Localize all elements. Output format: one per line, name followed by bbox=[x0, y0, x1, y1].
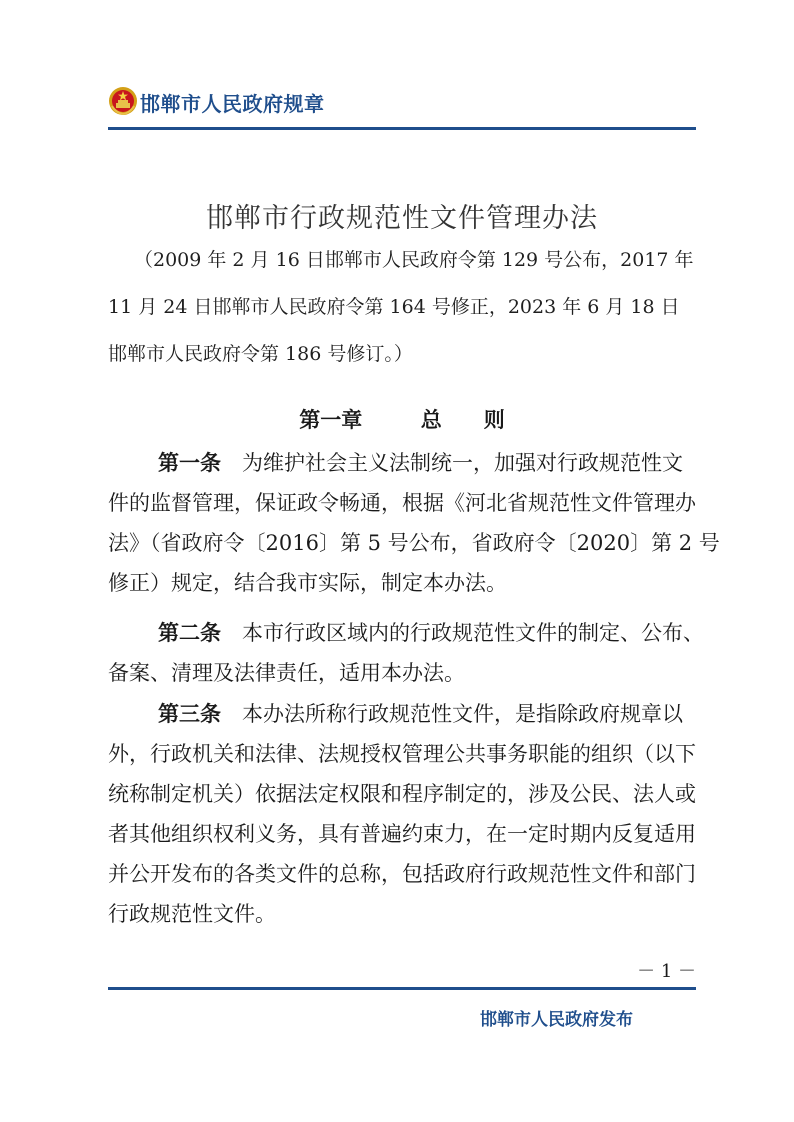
article-text: 备案、清理及法律责任，适用本办法。 bbox=[108, 661, 465, 685]
article-text: 统称制定机关）依据法定权限和程序制定的，涉及公民、法人或 bbox=[108, 782, 696, 806]
document-title: 邯郸市行政规范性文件管理办法 bbox=[206, 203, 598, 234]
revision-note-line: 11 月 24 日邯郸市人民政府令第 164 号修正，2023 年 6 月 18 日 bbox=[108, 296, 680, 318]
article-text: 者其他组织权利义务，具有普遍约束力，在一定时期内反复适用 bbox=[108, 822, 696, 846]
article-text: 修正）规定，结合我市实际，制定本办法。 bbox=[108, 571, 507, 595]
revision-note-line: 邯郸市人民政府令第 186 号修订。） bbox=[108, 343, 413, 365]
article-text: 本办法所称行政规范性文件，是指除政府规章以 bbox=[242, 702, 683, 726]
header-divider bbox=[108, 127, 696, 130]
article-text: 外，行政机关和法律、法规授权管理公共事务职能的组织（以下 bbox=[108, 742, 696, 766]
article-3 bbox=[108, 694, 698, 934]
national-emblem-icon bbox=[108, 86, 138, 116]
article-label: 第三条 bbox=[158, 702, 221, 726]
article-1 bbox=[108, 443, 720, 603]
footer-publisher: 邯郸市人民政府发布 bbox=[480, 1010, 633, 1030]
article-label: 第一条 bbox=[158, 451, 221, 475]
revision-note bbox=[108, 237, 696, 378]
page-number: － 1 － bbox=[637, 961, 696, 982]
article-2 bbox=[108, 613, 704, 693]
article-label: 第二条 bbox=[158, 621, 221, 645]
chapter-title: 总 则 bbox=[420, 407, 505, 432]
header-title: 邯郸市人民政府规章 bbox=[140, 92, 325, 116]
chapter-number: 第一章 bbox=[299, 407, 363, 432]
article-text: 本市行政区域内的行政规范性文件的制定、公布、 bbox=[242, 621, 704, 645]
article-text: 法》（省政府令〔2016〕第 5 号公布，省政府令〔2020〕第 2 号 bbox=[108, 531, 720, 555]
chapter-heading bbox=[108, 404, 696, 434]
revision-note-line: （2009 年 2 月 16 日邯郸市人民政府令第 129 号公布，2017 年 bbox=[134, 249, 694, 271]
article-text: 并公开发布的各类文件的总称，包括政府行政规范性文件和部门 bbox=[108, 862, 696, 886]
page-header bbox=[108, 84, 696, 120]
article-text: 为维护社会主义法制统一，加强对行政规范性文 bbox=[242, 451, 683, 475]
article-text: 件的监督管理，保证政令畅通，根据《河北省规范性文件管理办 bbox=[108, 491, 696, 515]
footer-divider bbox=[108, 987, 696, 990]
article-text: 行政规范性文件。 bbox=[108, 902, 276, 926]
